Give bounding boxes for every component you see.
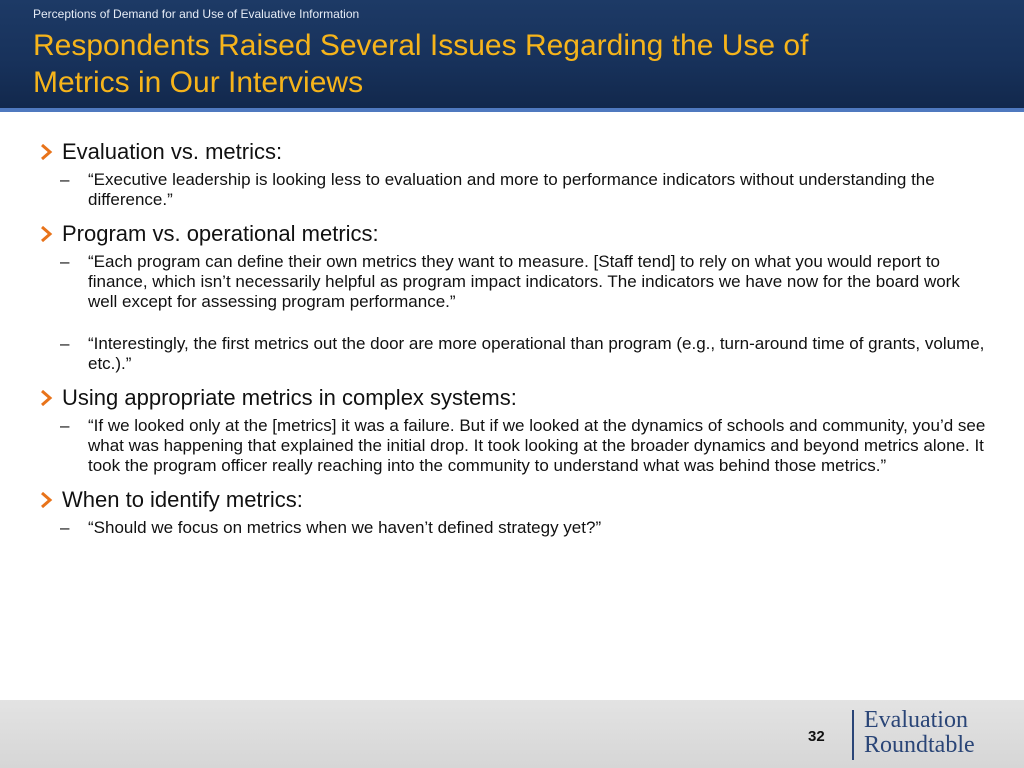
evaluation-roundtable-logo: [864, 708, 975, 758]
quote-text: “Each program can define their own metrics they want to measure. [Staff tend] to rely on what you would report to finance, which isn’t necessarily helpful as program impact indicators. The indicators we have now for the board work well except for assessing program performance.”: [88, 252, 960, 311]
title-line-2: Metrics in Our Interviews: [33, 66, 364, 99]
quote-item: [38, 334, 988, 374]
quote-item: [38, 518, 988, 538]
slide-body: [38, 138, 988, 548]
dash-marker: –: [60, 334, 70, 353]
bullet-group: [38, 384, 988, 476]
slide-footer: [0, 700, 1024, 768]
bullet-group: [38, 138, 988, 210]
chevron-right-icon: [38, 144, 54, 160]
bullet-item: [38, 486, 988, 514]
logo-line-1: Evaluation: [864, 707, 968, 733]
dash-marker: –: [60, 170, 70, 189]
bullet-item: [38, 138, 988, 166]
quote-text: “Interestingly, the first metrics out the door are more operational than program (e.g., turn-around time of grants, volume, etc.).”: [88, 334, 985, 373]
logo-divider: [852, 710, 854, 760]
dash-marker: –: [60, 416, 70, 435]
logo-line-2: Roundtable: [864, 732, 975, 758]
quote-item: [38, 416, 988, 476]
chevron-right-icon: [38, 390, 54, 406]
quote-text: “If we looked only at the [metrics] it was a failure. But if we looked at the dynamics of schools and community, you’d see what was happening that explained the initial drop. It took looking at the broader dynamics and beyond metrics alone. It took the program officer really reaching into the community to understand what was behind those metrics.”: [88, 416, 986, 475]
bullet-group: [38, 486, 988, 538]
dash-marker: –: [60, 252, 70, 271]
header-divider: [0, 108, 1024, 112]
bullet-item: [38, 220, 988, 248]
bullet-group: [38, 220, 988, 374]
dash-marker: –: [60, 518, 70, 537]
bullet-item: [38, 384, 988, 412]
slide-title: [33, 27, 933, 101]
bullet-label: When to identify metrics:: [62, 487, 303, 512]
slide-header: [0, 0, 1024, 108]
quote-text: “Executive leadership is looking less to evaluation and more to performance indicators without understanding the difference.”: [88, 170, 935, 209]
quote-text: “Should we focus on metrics when we haven’t defined strategy yet?”: [88, 518, 602, 537]
bullet-label: Evaluation vs. metrics:: [62, 139, 283, 164]
quote-item: [38, 252, 988, 312]
quote-item: [38, 170, 988, 210]
page-number: 32: [808, 728, 825, 745]
title-line-1: Respondents Raised Several Issues Regarding the Use of: [33, 29, 809, 62]
section-kicker: Perceptions of Demand for and Use of Evaluative Information: [33, 7, 360, 21]
bullet-label: Program vs. operational metrics:: [62, 221, 379, 246]
chevron-right-icon: [38, 226, 54, 242]
chevron-right-icon: [38, 492, 54, 508]
bullet-label: Using appropriate metrics in complex systems:: [62, 385, 517, 410]
